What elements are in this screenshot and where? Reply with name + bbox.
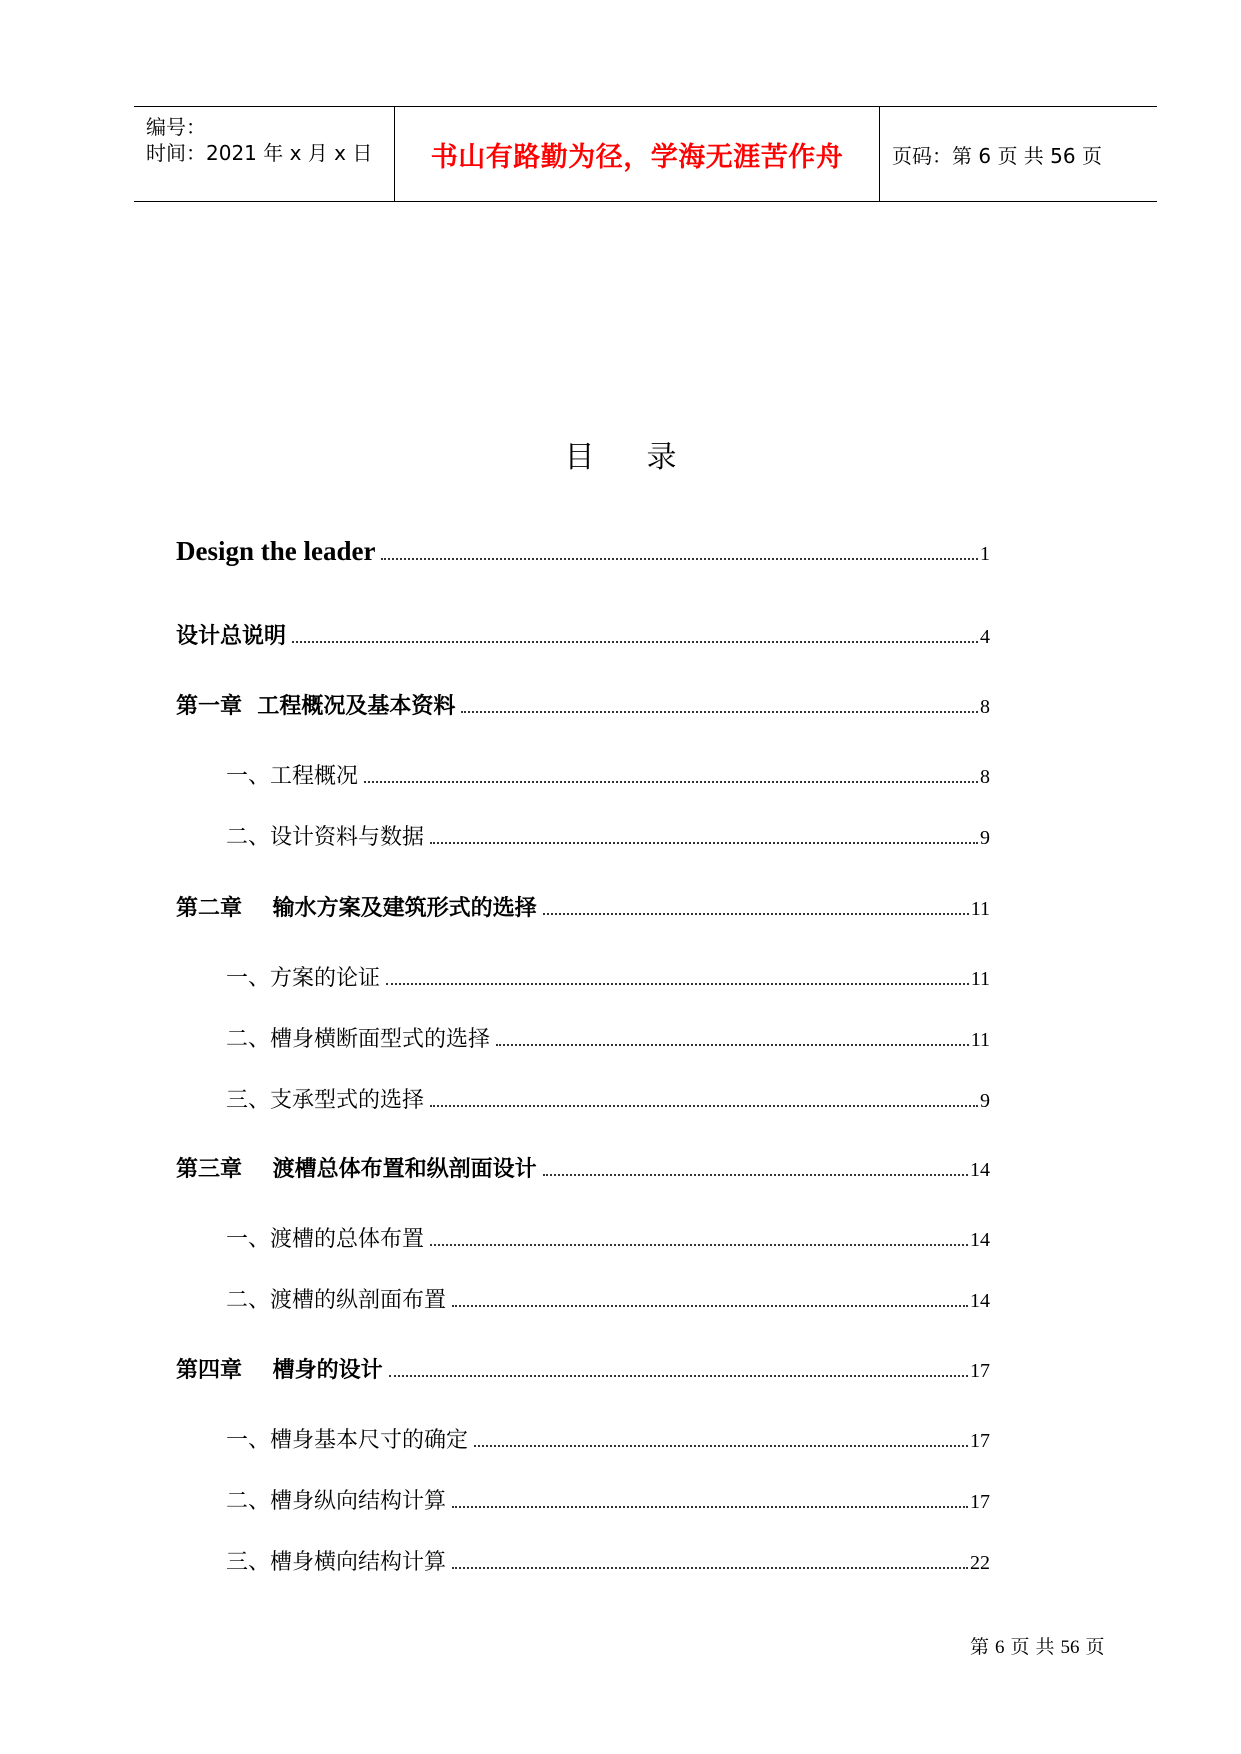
toc-entry[interactable]	[176, 891, 990, 922]
toc-entry-page: 11	[970, 898, 990, 920]
toc-entry-text: 第一章 工程概况及基本资料	[176, 694, 456, 719]
toc-entry-page: 4	[980, 626, 990, 648]
toc-leader-dots	[452, 1304, 968, 1307]
toc-entry[interactable]	[226, 820, 990, 851]
toc-entry[interactable]	[226, 961, 990, 992]
toc-entry-page: 17	[970, 1430, 990, 1452]
toc-entry-text: 第四章 槽身的设计	[176, 1358, 383, 1383]
toc-entry-page: 17	[970, 1491, 990, 1513]
toc-entry[interactable]	[176, 536, 990, 567]
toc-entry-text: 一、槽身基本尺寸的确定	[226, 1428, 469, 1453]
toc-entry-page: 22	[970, 1552, 990, 1574]
toc-entry-text: 一、方案的论证	[226, 966, 381, 991]
toc-leader-dots	[386, 982, 969, 985]
toc-leader-dots	[452, 1505, 968, 1508]
toc-entry-text: 一、工程概况	[226, 764, 359, 789]
toc-leader-dots	[430, 841, 978, 844]
toc-leader-dots	[430, 1243, 968, 1246]
toc-entry-page: 11	[970, 968, 990, 990]
footer-total-pages: 56	[1060, 1637, 1080, 1658]
toc-entry-page: 8	[980, 766, 990, 788]
header-page-code: 页码：第 6 页 共 56 页	[892, 143, 1102, 168]
footer-page-number: 6	[995, 1637, 1005, 1658]
footer-word-di: 第	[970, 1637, 990, 1658]
toc-entry-text: 二、槽身纵向结构计算	[226, 1489, 447, 1514]
header-left-cell	[134, 107, 394, 201]
toc-entry-text: 第二章 输水方案及建筑形式的选择	[176, 896, 537, 921]
toc-entry[interactable]	[176, 619, 990, 650]
toc-leader-dots	[364, 780, 978, 783]
toc-entry[interactable]	[226, 1283, 990, 1314]
document-header	[134, 106, 1157, 202]
toc-entry-page: 11	[970, 1029, 990, 1051]
toc-entry-page: 1	[980, 543, 990, 565]
toc-entry-text: 第三章 渡槽总体布置和纵剖面设计	[176, 1157, 537, 1182]
toc-entry-page: 14	[970, 1159, 990, 1181]
page-footer	[967, 1632, 1108, 1659]
toc-entry[interactable]	[226, 759, 990, 790]
toc-entry-page: 9	[980, 827, 990, 849]
toc-entry[interactable]	[226, 1222, 990, 1253]
document-number-label: 编号：	[146, 115, 206, 139]
footer-word-ye2: 页	[1085, 1637, 1105, 1658]
document-time-label: 时间：2021 年 x 月 x 日	[146, 141, 373, 165]
toc-entry-text: 三、支承型式的选择	[226, 1088, 425, 1113]
toc-entry[interactable]	[226, 1022, 990, 1053]
toc-entry[interactable]	[176, 1353, 990, 1384]
footer-word-ye: 页	[1010, 1637, 1030, 1658]
toc-leader-dots	[461, 710, 978, 713]
toc-leader-dots	[430, 1104, 978, 1107]
toc-leader-dots	[381, 557, 978, 560]
toc-entry-text: Design the leader	[176, 536, 376, 566]
toc-entry[interactable]	[226, 1484, 990, 1515]
toc-entry-text: 二、渡槽的纵剖面布置	[226, 1288, 447, 1313]
toc-entry-text: 三、槽身横向结构计算	[226, 1550, 447, 1575]
toc-entry-text: 设计总说明	[176, 624, 287, 649]
toc-entry-text: 二、设计资料与数据	[226, 825, 425, 850]
toc-leader-dots	[474, 1444, 968, 1447]
header-motto: 书山有路勤为径，学海无涯苦作舟	[430, 141, 844, 173]
toc-leader-dots	[543, 912, 969, 915]
toc-entry[interactable]	[226, 1545, 990, 1576]
toc-entry-page: 8	[980, 696, 990, 718]
header-page-cell	[880, 107, 1157, 201]
toc-entry-page: 9	[980, 1090, 990, 1112]
toc-entry-page: 14	[970, 1290, 990, 1312]
toc-entry-page: 14	[970, 1229, 990, 1251]
toc-entry[interactable]	[176, 1152, 990, 1183]
toc-entry-page: 17	[970, 1360, 990, 1382]
toc-entry-text: 二、槽身横断面型式的选择	[226, 1027, 491, 1052]
toc-entry-text: 一、渡槽的总体布置	[226, 1227, 425, 1252]
footer-word-gong: 共	[1035, 1637, 1055, 1658]
toc-leader-dots	[452, 1566, 968, 1569]
toc-leader-dots	[292, 640, 978, 643]
toc-title: 目录	[564, 440, 729, 475]
toc-entry[interactable]	[176, 689, 990, 720]
toc-leader-dots	[543, 1173, 968, 1176]
header-motto-cell	[394, 107, 880, 201]
toc-entry[interactable]	[226, 1423, 990, 1454]
toc-leader-dots	[496, 1043, 969, 1046]
toc-entry[interactable]	[226, 1083, 990, 1114]
toc-leader-dots	[389, 1374, 968, 1377]
